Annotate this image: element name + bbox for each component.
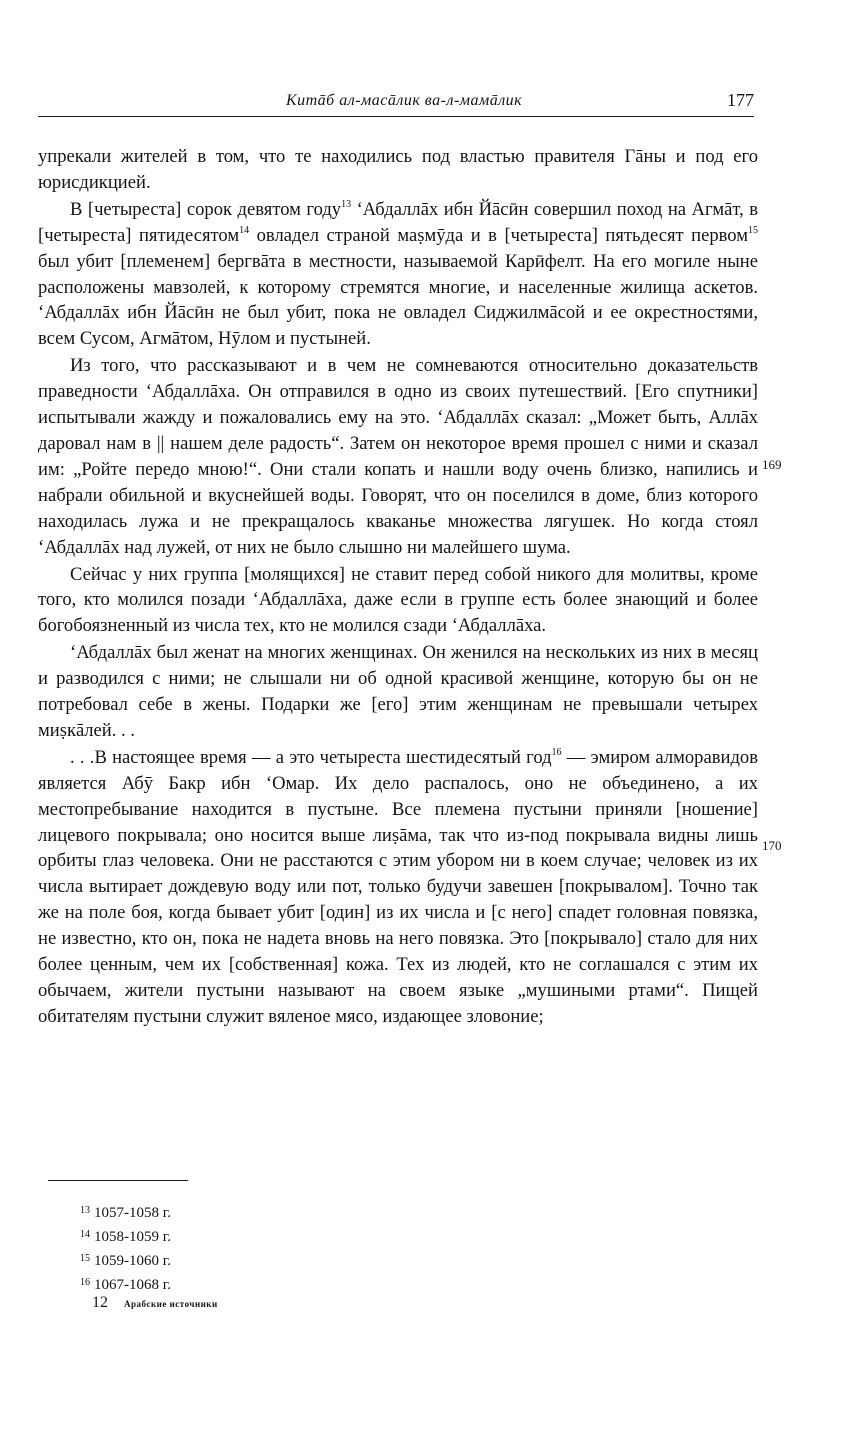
footnote: $^{13}$ 1057-1058 г. bbox=[80, 1205, 171, 1221]
signature-number: 12 bbox=[92, 1294, 108, 1311]
text-run: — эмиром алморавидов является Абӯ Бакр ибн ‘Омар. Их дело распалось, оно не объединено, а их местопребывание находится в пустыне. Все племена пустыни приняли [ношение] лицевого покрывала; оно носится выше лиṣāма, так что из-под покрывала видны лишь орбиты глаз человека. Они не расстаются с этим убором ни в коем случае; человек из их числа вытирает дождевую воду или пот, только будучи завешен [покрывалом]. Точно так же на поле боя, когда бывает убит [один] из их числа и [с него] спадет головная повязка, не известно, кто он, пока не надета вновь на него повязка. Это [покрывало] стало для них более ценным, чем их [собственная] кожа. Тех из людей, кто не соглашался с этим их обычаем, жители пустыни называют на своем языке „мушиными ртами“. Пищей обитателям пустыни служит вяленое мясо, издающее зловоние; bbox=[38, 746, 759, 1027]
text-run: упрекали жителей в том, что те находились под властью правителя Гāны и под его юрисдикцией. bbox=[38, 146, 758, 193]
printer-signature bbox=[92, 1294, 218, 1312]
text-run: ‘Абдаллāх ибн Йāсӣн совершил поход на Агмāт, в [четыреста] пятидесятом bbox=[38, 198, 758, 246]
text-run: В [четыреста] сорок девятом году bbox=[70, 198, 342, 220]
margin-note-169: 169 bbox=[762, 457, 782, 472]
footnotes bbox=[80, 1200, 171, 1296]
text-run: Сейчас у них группа [молящихся] не ставит перед собой никого для молитвы, кроме того, кто молился позади ‘Абдаллāха, даже если в группе есть более знающий и более богобоязненный из числа тех, кто не молился сзади ‘Абдаллāха. bbox=[38, 563, 758, 637]
text-run: Из того, что рассказывают и в чем не сомневаются относительно доказательств праведности ‘Абдаллāха. Он отправился в одно из своих путешествий. [Его спутники] испытывали жажду и пожаловались ему на это. ‘Абдаллāх сказал: „Может быть, Аллāх даровал нам в || нашем деле радость“. Затем он некоторое время прошел с ними и сказал им: „Ройте передо мною!“. Они стали копать и нашли воду очень близко, напились и набрали обильной и вкуснейшей воды. Говорят, что он поселился в доме, близ которого находилась лужа и не прекращалось кваканье множества лягушек. Но когда стоял ‘Абдаллāх над лужей, от них не было слышно ни малейшего шума. bbox=[38, 355, 758, 558]
paragraph bbox=[38, 353, 758, 560]
text-run: овладел страной маṣмӯда и в [четыреста] пятьдесят первом bbox=[249, 224, 748, 246]
running-title: Китāб ал-масāлик ва-л-мамāлик bbox=[286, 92, 523, 109]
footnote: $^{14}$ 1058-1059 г. bbox=[80, 1229, 171, 1245]
footnote: $^{15}$ 1059-1060 г. bbox=[80, 1253, 171, 1269]
footnote-divider bbox=[48, 1180, 188, 1181]
text-run: был убит [племенем] бергвāта в местности, называемой Карӣфелт. На его могиле ныне расположены мавзолей, к которому стремятся многие, и населенные жилища аскетов. ‘Абдаллāх ибн Йāсӣн не был убит, пока не овладел Сиджилмāсой и ее окрестностями, всем Сусом, Агмāтом, Нӯлом и пустыней. bbox=[38, 250, 758, 350]
main-text bbox=[38, 144, 758, 1031]
text-run: . . .В настоящее время — а это четыреста шестидесятый год bbox=[70, 746, 552, 768]
footnote: $^{16}$ 1067-1068 г. bbox=[80, 1277, 171, 1293]
footnote-ref: 16 bbox=[551, 746, 562, 758]
paragraph bbox=[38, 144, 758, 196]
footnote-ref: 14 bbox=[239, 224, 250, 236]
paragraph bbox=[38, 562, 758, 640]
page-number: 177 bbox=[727, 90, 754, 110]
paragraph bbox=[38, 197, 758, 352]
footnote-ref: 13 bbox=[341, 198, 352, 210]
page-header bbox=[38, 90, 754, 117]
margin-note-170: 170 bbox=[762, 838, 782, 853]
text-run: ‘Абдаллāх был женат на многих женщинах. Он женился на нескольких из них в месяц и разводился с ними; не слышали ни об одной красивой женщине, которую бы он не потребовал себе в жены. Подарки же [его] этим женщинам не превышали четырех миṣкāлей. . . bbox=[38, 642, 758, 741]
paragraph bbox=[38, 640, 758, 744]
signature-label: Арабские источники bbox=[124, 1299, 218, 1309]
paragraph bbox=[38, 745, 758, 1030]
footnote-ref: 15 bbox=[748, 224, 758, 236]
